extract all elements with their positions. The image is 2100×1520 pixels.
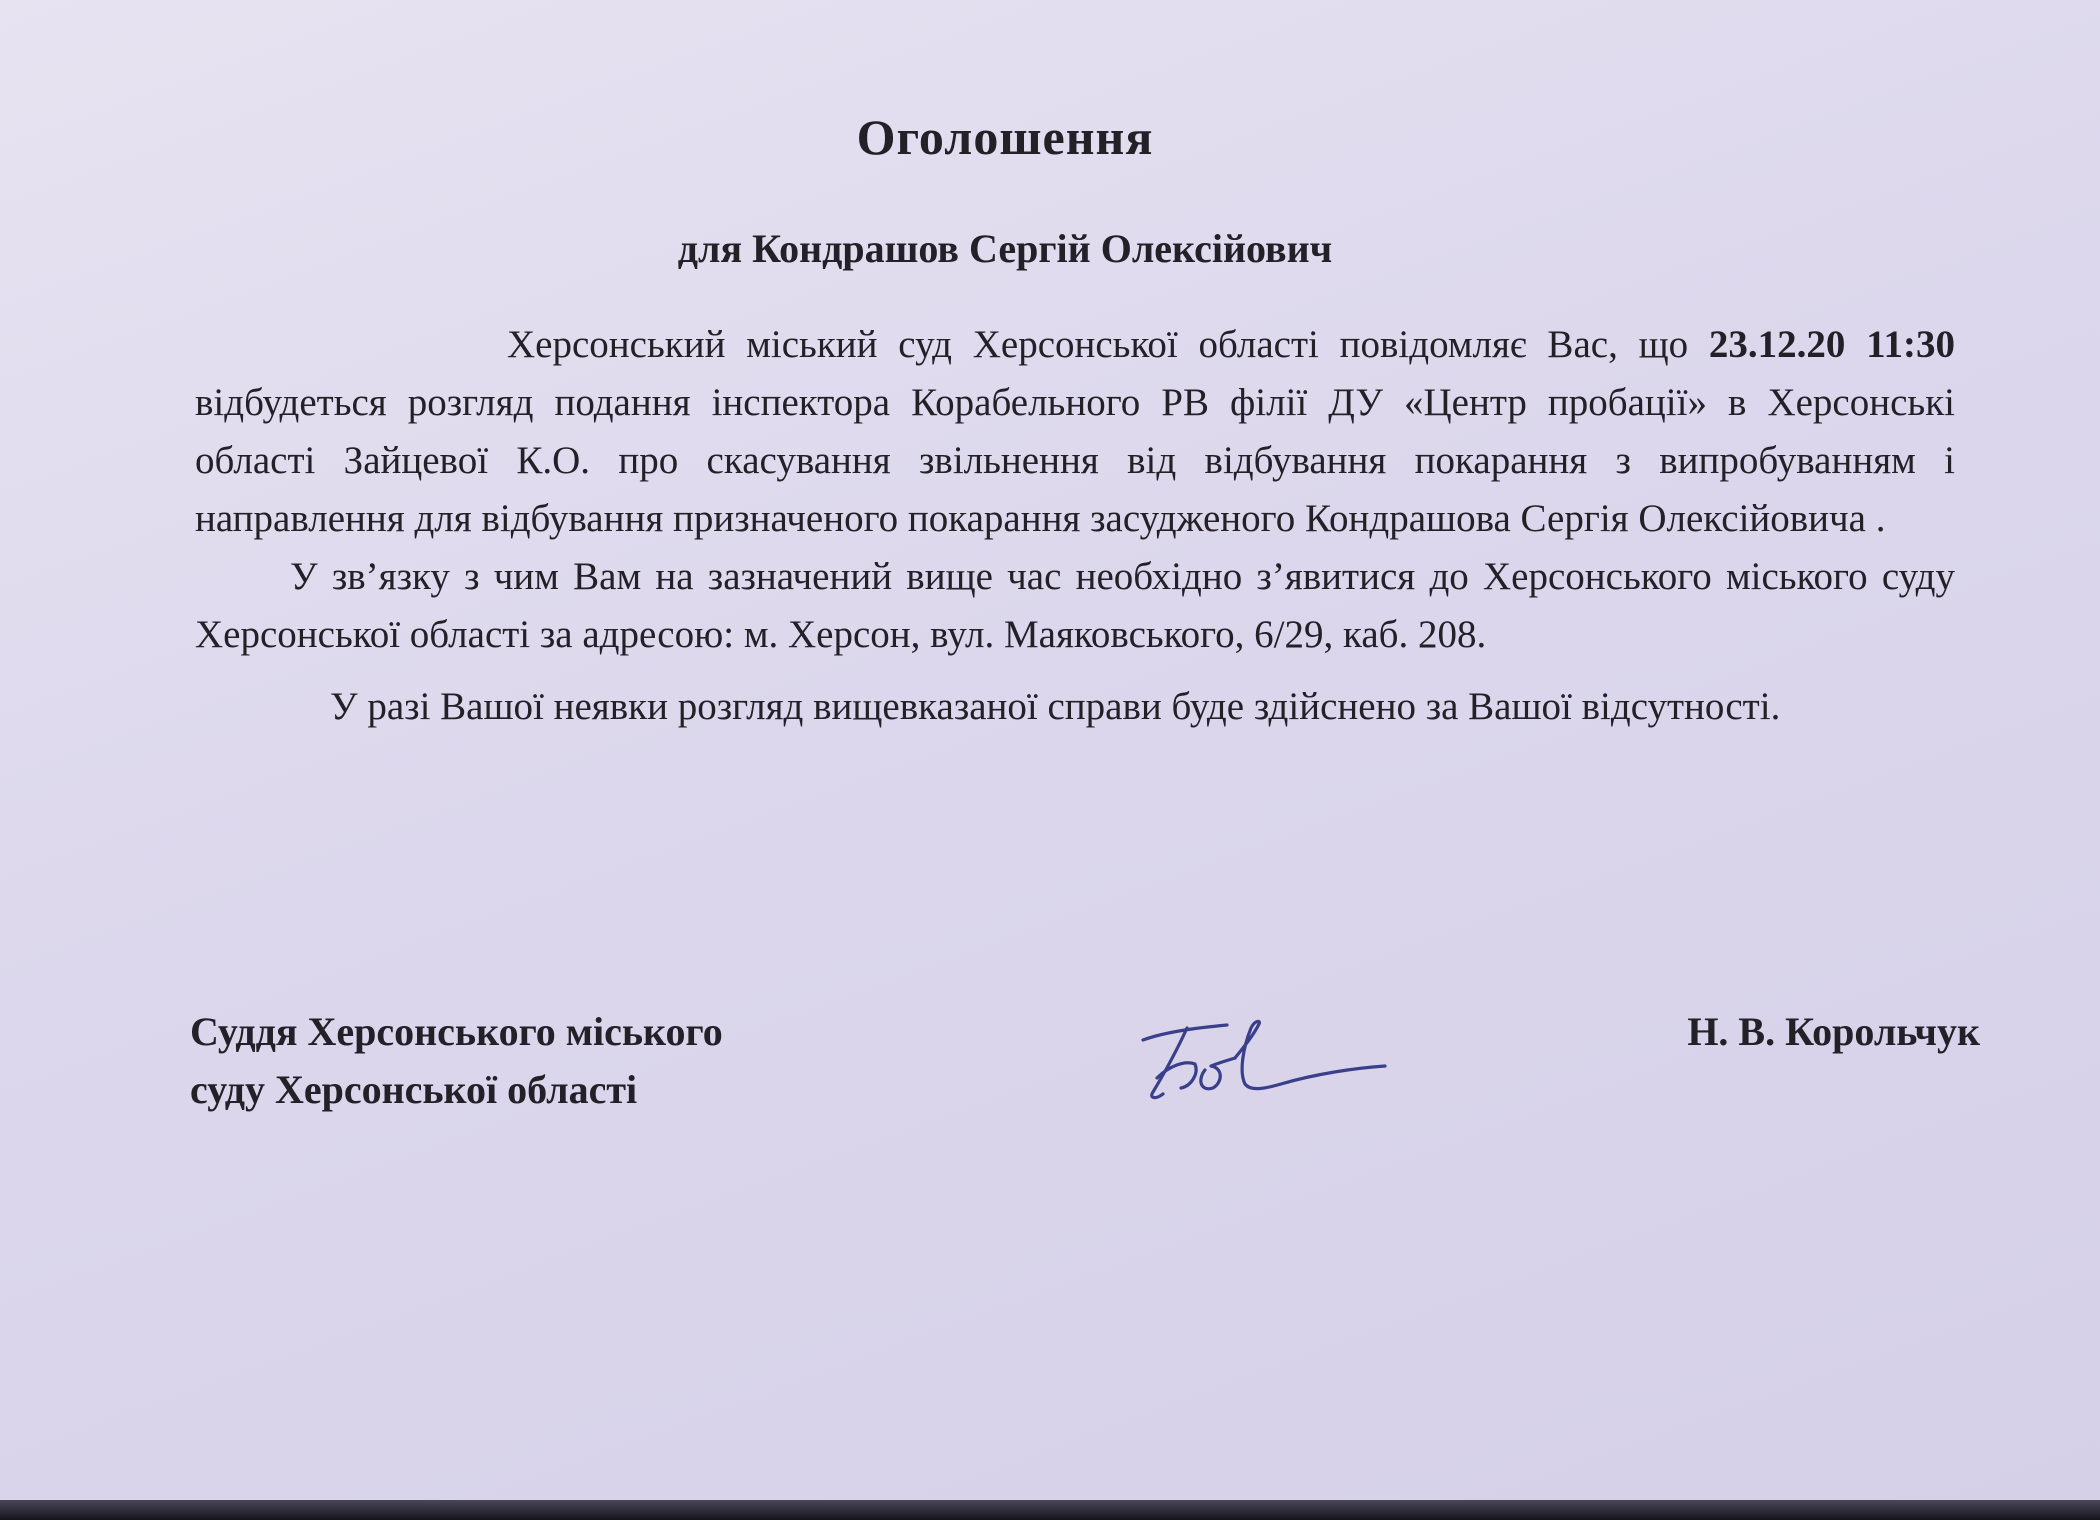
desk-background [0,1500,2100,1520]
notice-title: Оголошення [856,109,1154,165]
notice-body [195,316,1955,736]
paragraph-absence: У разі Вашої неявки розгляд вищевказаної справи буде здійснено за Вашої відсутності. [330,685,1781,728]
paragraph-intro: Херсонський міський суд Херсонської області повідомляє Вас, що [507,323,1709,366]
hearing-date-time: 23.12.20 11:30 [1708,323,1955,366]
paragraph-hearing-notice [195,316,1955,548]
notice-addressee: для Кондрашов Сергій Олексійович [677,226,1333,271]
paragraph-appearance: У зв’язку з чим Вам на зазначений вище час необхідно з’явитися до Херсонського міського суду Херсонської області за адресою: м. Херсон, вул. Маяковського, 6/29, каб. 208. [195,555,1955,656]
judge-title-line-2: суду Херсонської області [190,1067,638,1112]
judge-title-block [190,1003,723,1119]
judge-title-line-1: Суддя Херсонського міського [190,1009,723,1054]
judge-name: Н. В. Корольчук [1687,1009,1980,1054]
paragraph-details: відбудеться розгляд подання інспектора Корабельного РВ філії ДУ «Центр пробації» в Херсонські області Зайцевої К.О. про скасування звільнення від відбування покарання з випробуванням і направлення для відбування призначеного покарання засудженого Кондрашова Сергія Олексійовича . [195,381,1955,540]
handwritten-signature-icon [1135,1000,1395,1110]
